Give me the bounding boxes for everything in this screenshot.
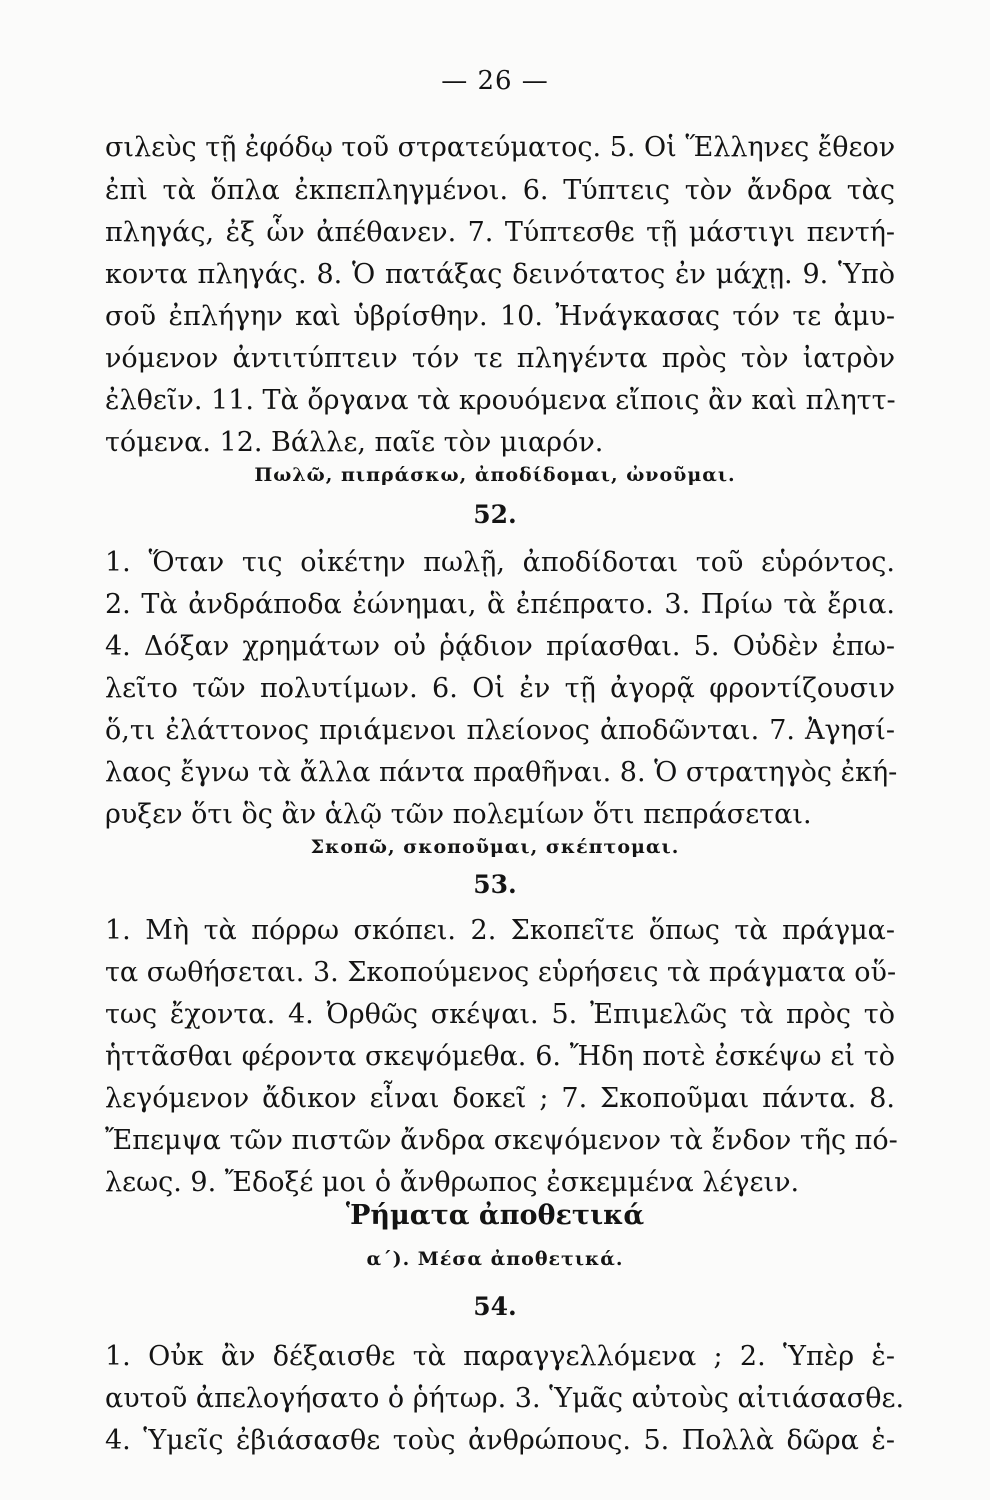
text-line: τόμενα. 12. Βάλλε, παῖε τὸν μιαρόν. <box>105 427 604 458</box>
text-line: 4. Δόξαν χρημάτων οὐ ῥᾴδιον πρίασθαι. 5. Οὐδὲν ἐπω- <box>105 631 895 662</box>
text-line: 1. Οὐκ ἂν δέξαισθε τὰ παραγγελλόμενα ; 2. Ὑπὲρ ἑ- <box>105 1341 895 1372</box>
text-line: 1. Μὴ τὰ πόρρω σκόπει. 2. Σκοπεῖτε ὅπως τὰ πράγμα- <box>105 915 895 946</box>
text-line: ἡττᾶσθαι φέροντα σκεψόμεθα. 6. Ἤδη ποτὲ ἐσκέψω εἰ τὸ <box>105 1041 895 1072</box>
verbs-heading: Σκοπῶ, σκοποῦμαι, σκέπτομαι. <box>310 836 680 858</box>
text-line: σοῦ ἐπλήγην καὶ ὑβρίσθην. 10. Ἠνάγκασας τόν τε ἀμυ- <box>105 301 895 332</box>
text-line: ὅ,τι ἐλάττονος πριάμενοι πλείονος ἀποδῶνται. 7. Ἀγησί- <box>105 715 895 746</box>
section-number: 54. <box>473 1292 517 1321</box>
text-line: 4. Ὑμεῖς ἐβιάσασθε τοὺς ἀνθρώπους. 5. Πολλὰ δῶρα ἑ- <box>105 1425 895 1456</box>
text-line: τα σωθήσεται. 3. Σκοπούμενος εὑρήσεις τὰ πράγματα οὕ- <box>105 957 897 988</box>
text-line: νόμενον ἀντιτύπτειν τόν τε πληγέντα πρὸς τὸν ἰατρὸν <box>105 343 895 374</box>
text-line: λαος ἔγνω τὰ ἄλλα πάντα πραθῆναι. 8. Ὁ στρατηγὸς ἐκή- <box>105 757 898 788</box>
page-number: — 26 — <box>441 66 549 96</box>
text-line: πληγάς, ἐξ ὧν ἀπέθανεν. 7. Τύπτεσθε τῇ μάστιγι πεντή- <box>105 217 895 248</box>
text-line: τως ἔχοντα. 4. Ὀρθῶς σκέψαι. 5. Ἐπιμελῶς τὰ πρὸς τὸ <box>105 999 895 1030</box>
text-line: 1. Ὅταν τις οἰκέτην πωλῇ, ἀποδίδοται τοῦ εὑρόντος. <box>105 547 895 578</box>
text-line: ρυξεν ὅτι ὃς ἂν ἁλῷ τῶν πολεμίων ὅτι πεπράσεται. <box>105 799 812 830</box>
text-line: λεγόμενον ἄδικον εἶναι δοκεῖ ; 7. Σκοποῦμαι πάντα. 8. <box>105 1083 895 1114</box>
text-line: κοντα πληγάς. 8. Ὁ πατάξας δεινότατος ἐν μάχῃ. 9. Ὑπὸ <box>105 259 895 290</box>
verbs-heading: Πωλῶ, πιπράσκω, ἀποδίδομαι, ὠνοῦμαι. <box>254 464 736 486</box>
text-line: λεῖτο τῶν πολυτίμων. 6. Οἱ ἐν τῇ ἀγορᾷ φροντίζουσιν <box>105 673 895 704</box>
section-number: 52. <box>473 500 517 529</box>
text-line: λεως. 9. Ἔδοξέ μοι ὁ ἄνθρωπος ἐσκεμμένα λέγειν. <box>105 1167 800 1198</box>
text-line: 2. Τὰ ἀνδράποδα ἐώνημαι, ἃ ἐπέπρατο. 3. Πρίω τὰ ἔρια. <box>105 589 895 620</box>
text-line: Ἔπεμψα τῶν πιστῶν ἄνδρα σκεψόμενον τὰ ἔνδον τῆς πό- <box>105 1125 898 1156</box>
text-line: αυτοῦ ἀπελογήσατο ὁ ῥήτωρ. 3. Ὑμᾶς αὐτοὺς αἰτιάσασθε. <box>105 1383 905 1414</box>
text-line: σιλεὺς τῇ ἐφόδῳ τοῦ στρατεύματος. 5. Οἱ Ἕλληνες ἔθεον <box>105 132 896 163</box>
subchapter-title: α΄). Μέσα ἀποθετικά. <box>366 1248 624 1270</box>
chapter-title: Ῥήματα ἀποθετικά <box>345 1200 645 1231</box>
section-number: 53. <box>473 870 517 899</box>
text-line: ἐπὶ τὰ ὅπλα ἐκπεπληγμένοι. 6. Τύπτεις τὸν ἄνδρα τὰς <box>105 175 895 206</box>
text-line: ἐλθεῖν. 11. Τὰ ὄργανα τὰ κρουόμενα εἴποις ἂν καὶ πληττ- <box>105 385 896 416</box>
